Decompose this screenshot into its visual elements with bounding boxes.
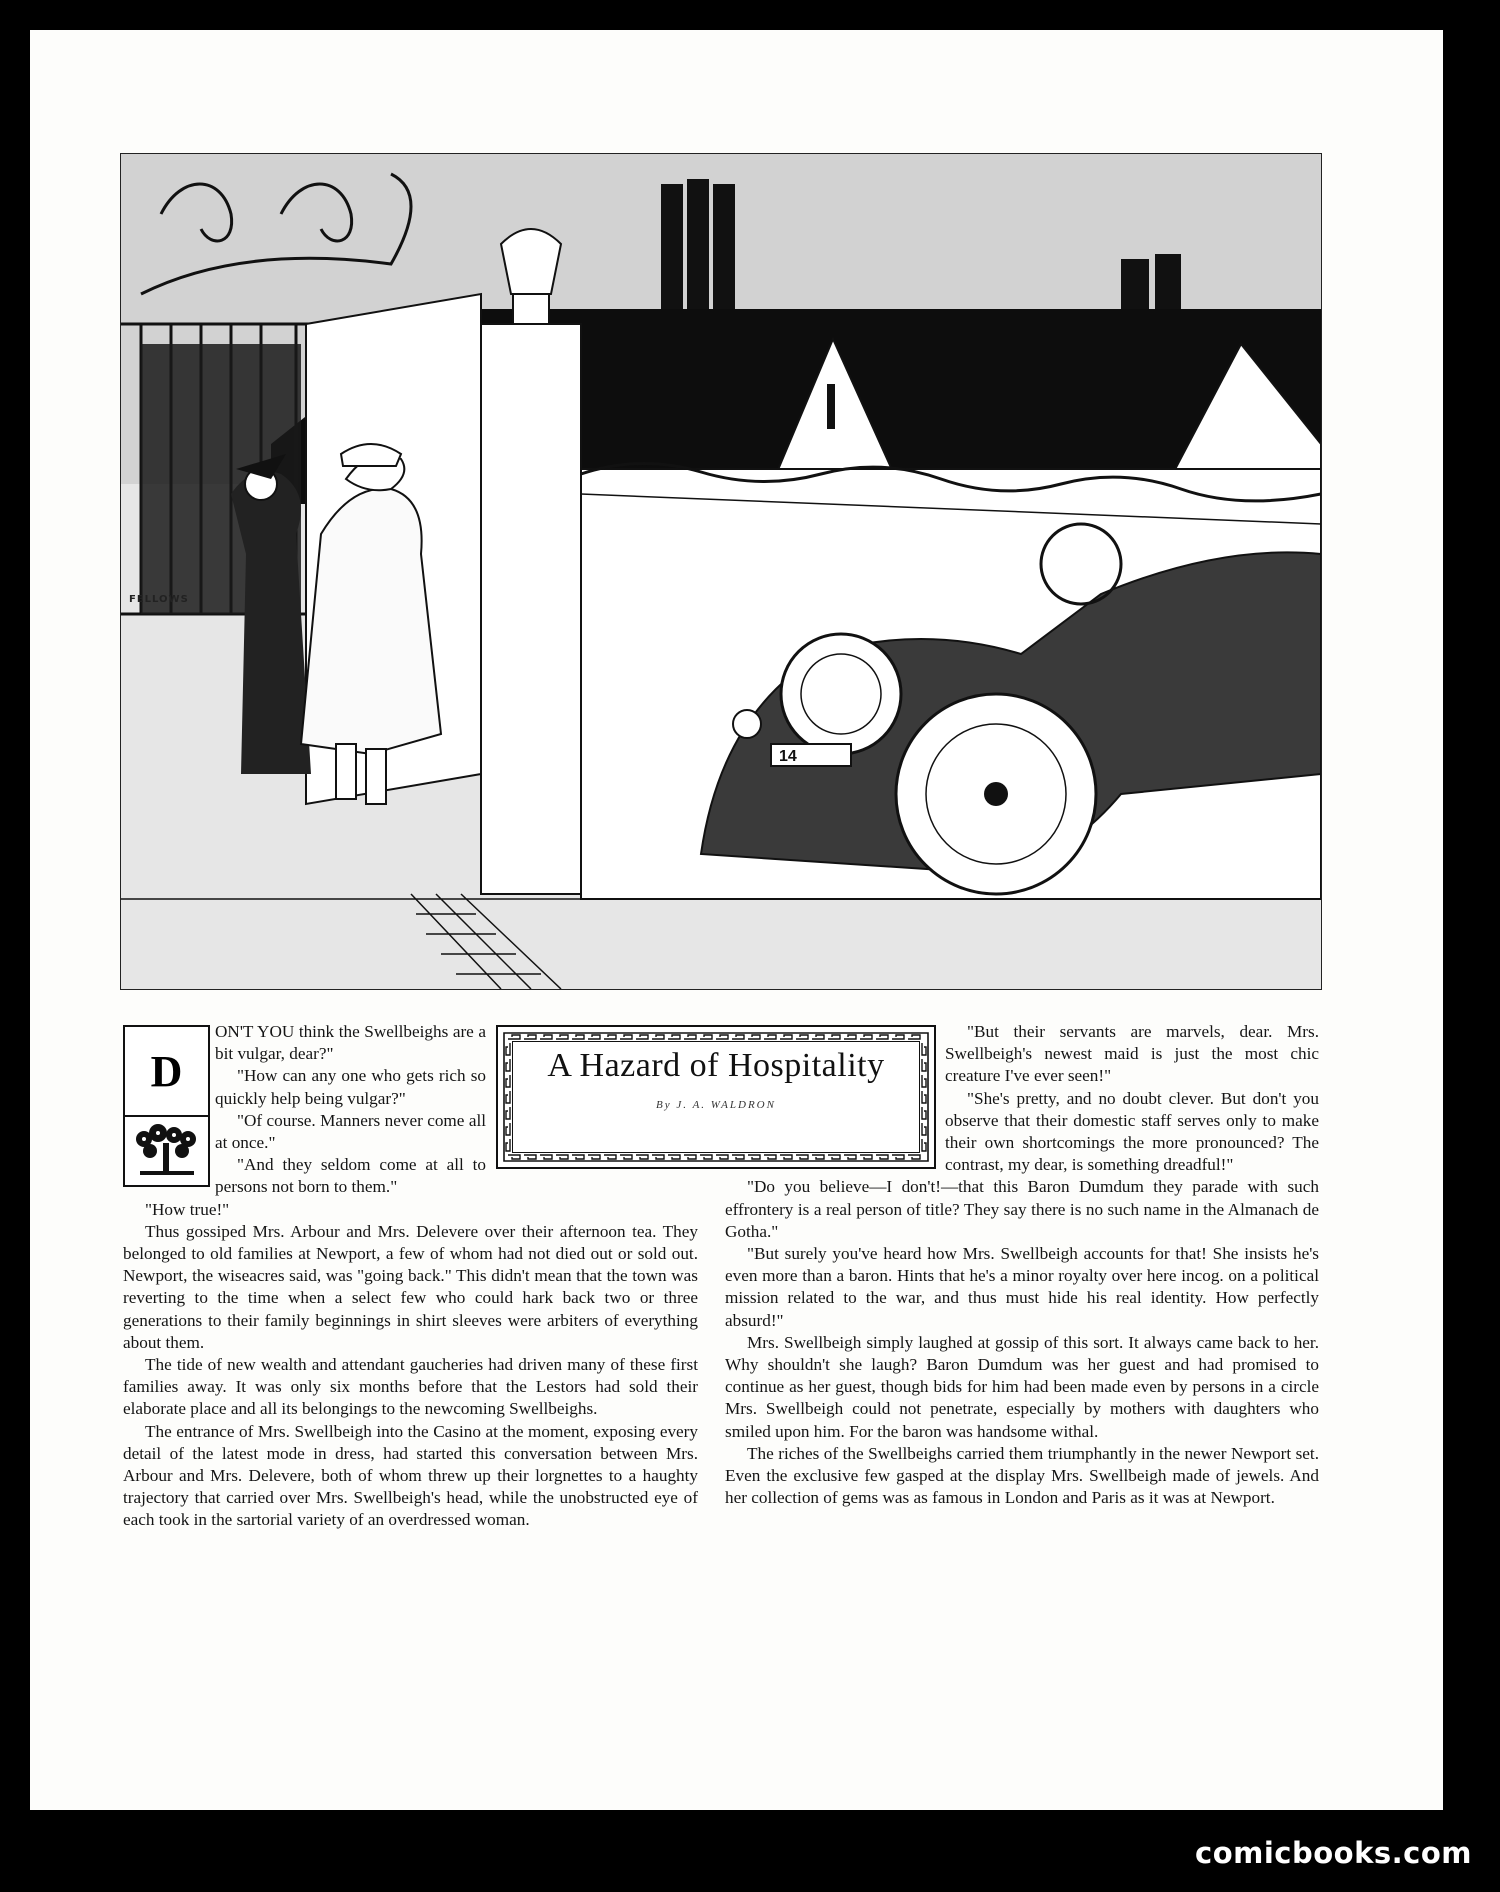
drop-cap-letter: D: [125, 1027, 208, 1117]
col2-paragraph: "But surely you've heard how Mrs. Swellbeigh accounts for that! She insists he's even more than a baron. Hints that he's a minor royalty over here incog. on a political mission related to the war, and thus must hide his real identity. How perfectly absurd!": [725, 1244, 1319, 1330]
col1-paragraph: "How true!": [145, 1199, 230, 1219]
col1-paragraph: The tide of new wealth and attendant gaucheries had driven many of these first families away. It was only six months before that the Lestors had sold their elaborate place and all its belongings to the newcoming Swellbeighs.: [123, 1355, 698, 1419]
text-column-left: [123, 1021, 698, 1532]
article-title: A Hazard of Hospitality: [547, 1047, 885, 1084]
artist-signature: FELLOWS: [129, 594, 189, 605]
col2-paragraph: The riches of the Swellbeighs carried them triumphantly in the newer Newport set. Even the exclusive few gasped at the display Mrs. Swellbeigh made of jewels. And her collection of gems was as famous in London and Paris as it was at Newport.: [725, 1443, 1319, 1508]
title-spacer-right: [725, 1021, 945, 1171]
title-spacer-left: [486, 1021, 698, 1171]
col1-paragraph: "How can any one who gets rich so quickly help being vulgar?": [215, 1066, 486, 1108]
col1-paragraph: "Of course. Manners never come all at once.": [215, 1110, 486, 1153]
col2-paragraph: "But their servants are marvels, dear. Mrs. Swellbeigh's newest maid is just the most chic creature I've ever seen!": [945, 1022, 1319, 1086]
watermark: comicbooks.com: [1195, 1836, 1472, 1870]
illustration-drawing: [121, 154, 1321, 989]
license-plate-number: 14: [779, 748, 797, 765]
col2-paragraph: "Do you believe—I don't!—that this Baron Dumdum they parade with such effrontery is a real person of title? They say there is no such name in the Almanach de Gotha.": [725, 1177, 1319, 1241]
article-byline: By J. A. WALDRON: [656, 1099, 776, 1111]
col2-paragraph: "She's pretty, and no doubt clever. But don't you observe that their domestic staff serves only to make their own shortcomings the more pronounced? The contrast, my dear, is something dreadful!": [945, 1088, 1319, 1175]
col1-paragraph: ON'T YOU think the Swellbeighs are a bit vulgar, dear?": [215, 1022, 486, 1064]
text-column-right: [725, 1021, 1319, 1509]
col1-paragraph: "And they seldom come at all to persons not born to them.": [215, 1155, 486, 1197]
story-illustration: [120, 153, 1322, 990]
col1-paragraph: Thus gossiped Mrs. Arbour and Mrs. Delevere over their afternoon tea. They belonged to old families at Newport, a few of whom had not died out or sold out. Newport, the wiseacres said, was "going back." This didn't mean that the town was reverting to the time when a select few who could hark back two or three generations to their family beginnings in shirt sleeves were arbiters of everything about them.: [123, 1221, 698, 1352]
drop-cap-spacer: [123, 1021, 215, 1185]
col1-paragraph: The entrance of Mrs. Swellbeigh into the Casino at the moment, exposing every detail of the latest mode in dress, had started this conversation between Mrs. Arbour and Mrs. Delevere, both of whom threw up their lorgnettes to a haughty trajectory that carried over Mrs. Swellbeigh's head, while the unobstructed eye of each took in the sartorial variety of an overdressed woman.: [123, 1421, 698, 1530]
col2-paragraph: Mrs. Swellbeigh simply laughed at gossip of this sort. It always came back to her. Why shouldn't she laugh? Baron Dumdum was her guest and had promised to continue as her guest, though bids for him had been made even by persons in a circle Mrs. Swellbeigh could not penetrate, especially by mothers with daughters who smiled upon him. For the baron was handsome withal.: [725, 1332, 1319, 1441]
